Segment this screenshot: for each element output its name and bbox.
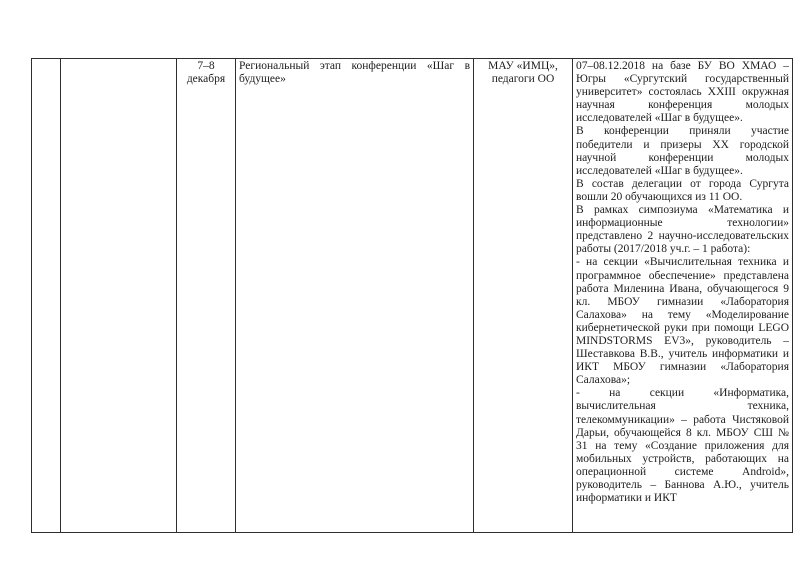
- results-cell: [573, 59, 793, 533]
- table-row: [32, 59, 793, 533]
- result-paragraph: - на секции «Вычислительная техника и программное обеспечение» представлена работа Миленина Ивана, обучающегося 9 кл. МБОУ гимназии «Лаборатория Салахова» на тему «Моделирование кибернетической руки при помощи LEGO MINDSTORMS EV3», руководитель – Шеставкова В.В., учитель информатики и ИКТ МБОУ гимназии «Лаборатория Салахова»;: [576, 256, 789, 387]
- row-number-cell: [32, 59, 61, 533]
- responsible-cell: МАУ «ИМЦ», педагоги ОО: [474, 59, 573, 533]
- result-paragraph: 07–08.12.2018 на базе БУ ВО ХМАО – Югры «Сургутский государственный университет» состоялась XXIII окружная научная конференция молодых исследователей «Шаг в будущее».: [576, 60, 789, 125]
- organization-cell: [61, 59, 177, 533]
- result-paragraph: - на секции «Информатика, вычислительная техника, телекоммуникации» – работа Чистяковой Дарьи, обучающейся 8 кл. МБОУ СШ № 31 на тему «Создание приложения для мобильных устройств, работающих на операционной системе Android», руководитель – Баннова А.Ю., учитель информатики и ИКТ: [576, 387, 789, 505]
- event-title-cell: Региональный этап конференции «Шаг в будущее»: [236, 59, 474, 533]
- results-text-block: [576, 60, 789, 530]
- result-paragraph: В конференции приняли участие победители и призеры XX городской научной конференции молодых исследователей «Шаг в будущее».: [576, 125, 789, 177]
- result-paragraph: В состав делегации от города Сургута вошли 20 обучающихся из 11 ОО.: [576, 177, 789, 203]
- results-table: [31, 58, 793, 533]
- date-cell: 7–8 декабря: [177, 59, 236, 533]
- result-paragraph: В рамках симпозиума «Математика и информационные технологии» представлено 2 научно-исследовательских работы (2017/2018 уч.г. – 1 работа):: [576, 204, 789, 256]
